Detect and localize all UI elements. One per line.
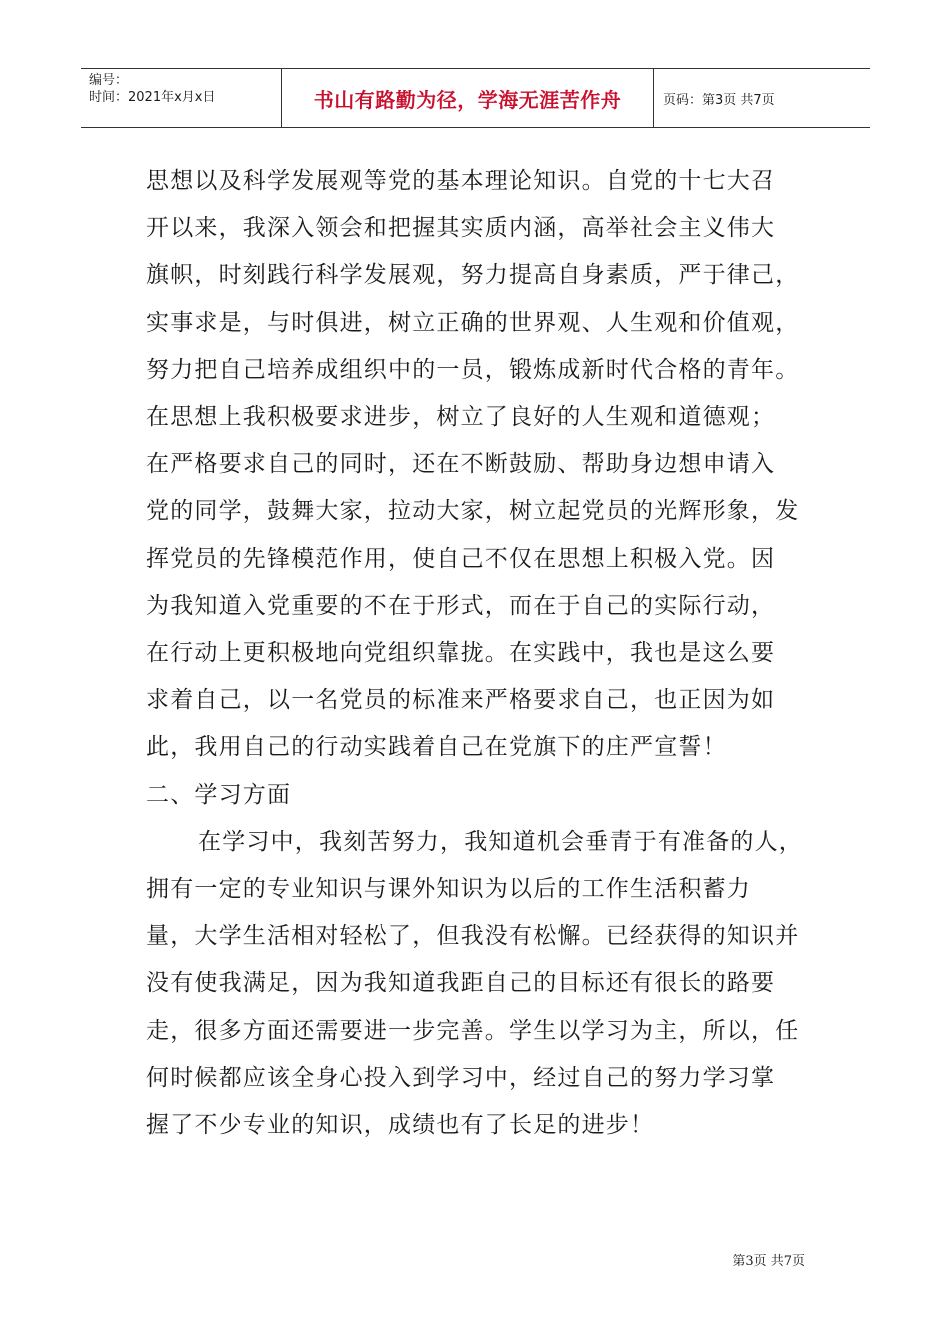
page-header: [81, 68, 870, 128]
header-page-code: 页码：第3页 共7页: [663, 92, 775, 108]
document-body: [146, 158, 814, 1149]
body-line: 在学习中，我刻苦努力，我知道机会垂青于有准备的人，: [198, 828, 803, 855]
body-line: 在思想上我积极要求进步，树立了良好的人生观和道德观；: [146, 404, 776, 431]
body-line: 在严格要求自己的同时，还在不断鼓励、帮助身边想申请入: [146, 451, 776, 478]
body-line: 握了不少专业的知识，成绩也有了长足的进步！: [146, 1112, 655, 1139]
header-motto: 书山有路勤为径，学海无涯苦作舟: [282, 69, 654, 127]
body-line: 党的同学，鼓舞大家，拉动大家，树立起党员的光辉形象，发: [146, 498, 800, 525]
header-meta: [81, 69, 282, 127]
body-line: 求着自己，以一名党员的标准来严格要求自己，也正因为如: [146, 687, 776, 714]
body-line: 实事求是，与时俱进，树立正确的世界观、人生观和价值观，: [146, 309, 800, 336]
body-line: 量，大学生活相对轻松了，但我没有松懈。已经获得的知识并: [146, 923, 800, 950]
body-line: 挥党员的先锋模范作用，使自己不仅在思想上积极入党。因: [146, 545, 776, 572]
body-line: 在行动上更积极地向党组织靠拢。在实践中，我也是这么要: [146, 640, 776, 667]
body-line: 此，我用自己的行动实践着自己在党旗下的庄严宣誓！: [146, 734, 727, 761]
number-label: 编号：: [89, 73, 129, 88]
body-line: 为我知道入党重要的不在于形式，而在于自己的实际行动，: [146, 592, 776, 619]
time-label: 时间：2021年x月x日: [89, 90, 216, 105]
body-line: 拥有一定的专业知识与课外知识为以后的工作生活积蓄力: [146, 876, 751, 903]
body-line: 努力把自己培养成组织中的一员，锻炼成新时代合格的青年。: [146, 356, 800, 383]
body-line: 没有使我满足，因为我知道我距自己的目标还有很长的路要: [146, 970, 776, 997]
body-line: 何时候都应该全身心投入到学习中，经过自己的努力学习掌: [146, 1064, 776, 1091]
page-footer: 第3页 共7页: [732, 1254, 805, 1269]
section-heading: 二、学习方面: [146, 781, 292, 808]
body-line: 旗帜，时刻践行科学发展观，努力提高自身素质，严于律己，: [146, 262, 800, 289]
body-line: 走，很多方面还需要进一步完善。学生以学习为主，所以，任: [146, 1017, 800, 1044]
body-line: 思想以及科学发展观等党的基本理论知识。自党的十七大召: [146, 168, 776, 194]
body-line: 开以来，我深入领会和把握其实质内涵，高举社会主义伟大: [146, 215, 776, 242]
